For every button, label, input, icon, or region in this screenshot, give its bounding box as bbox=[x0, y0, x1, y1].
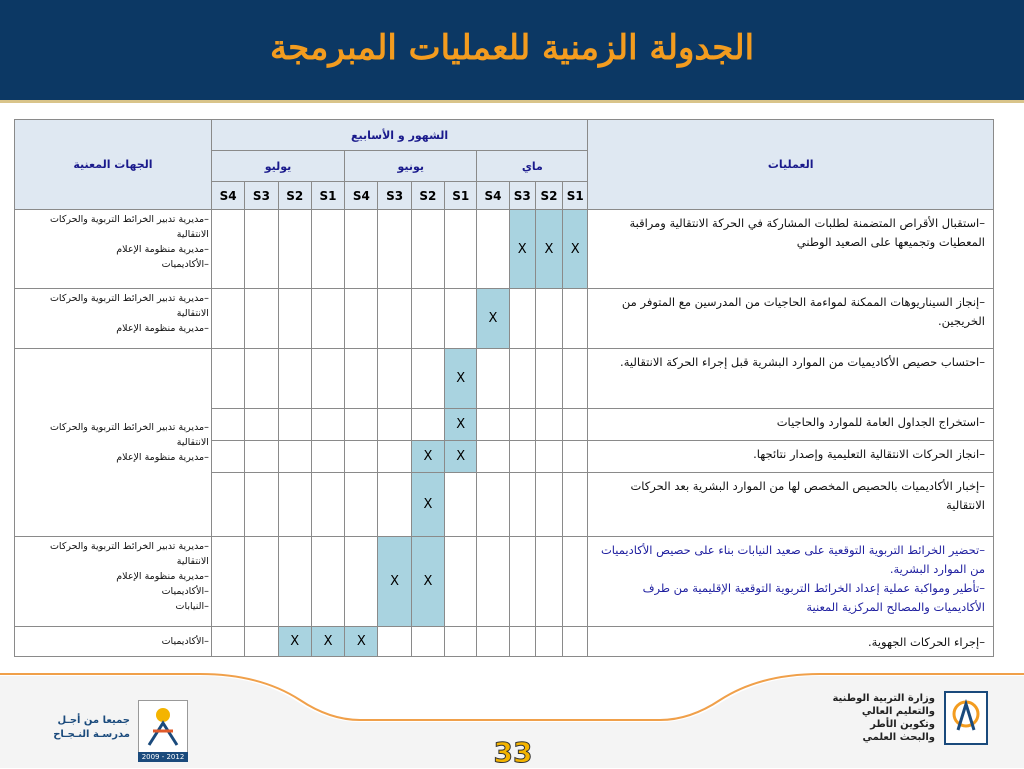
empty-cell bbox=[535, 627, 562, 657]
empty-cell bbox=[477, 409, 509, 441]
empty-cell bbox=[311, 473, 344, 537]
empty-cell bbox=[563, 289, 588, 349]
week-june-s4: S4 bbox=[345, 182, 378, 210]
empty-cell bbox=[278, 473, 311, 537]
operation-cell: –إخبار الأكاديميات بالحصيص المخصص لها من الموارد البشرية بعد الحركات الانتقالية bbox=[588, 473, 994, 537]
week-july-s2: S2 bbox=[278, 182, 311, 210]
schedule-mark: X bbox=[445, 349, 477, 409]
empty-cell bbox=[509, 441, 535, 473]
empty-cell bbox=[211, 473, 244, 537]
empty-cell bbox=[535, 473, 562, 537]
week-july-s3: S3 bbox=[245, 182, 278, 210]
entity-line: –مديرية تدبير الخرائط التربوية والحركات الانتقالية bbox=[49, 293, 209, 319]
empty-cell bbox=[378, 441, 411, 473]
logo-text-line: مدرسـة النـجـاح bbox=[53, 729, 130, 740]
schedule-mark: X bbox=[411, 537, 444, 627]
logo-text-line: والتعليم العالي bbox=[861, 706, 935, 717]
schedule-mark: X bbox=[311, 627, 344, 657]
empty-cell bbox=[378, 349, 411, 409]
empty-cell bbox=[245, 210, 278, 289]
empty-cell bbox=[311, 289, 344, 349]
entity-line: –مديرية منظومة الإعلام bbox=[116, 323, 209, 334]
schedule-mark: X bbox=[278, 627, 311, 657]
entities-cell bbox=[15, 537, 212, 627]
week-june-s1: S1 bbox=[445, 182, 477, 210]
schedule-mark: X bbox=[477, 289, 509, 349]
schedule-mark: X bbox=[411, 473, 444, 537]
operation-cell: –إجراء الحركات الجهوية. bbox=[588, 627, 994, 657]
empty-cell bbox=[278, 441, 311, 473]
empty-cell bbox=[509, 289, 535, 349]
month-may: ماي bbox=[477, 151, 588, 182]
empty-cell bbox=[211, 441, 244, 473]
schedule-mark: X bbox=[445, 409, 477, 441]
entity-line: –مديرية منظومة الإعلام bbox=[116, 571, 209, 582]
empty-cell bbox=[345, 289, 378, 349]
operation-line: –تأطير ومواكبة عملية إعداد الخرائط التربوية التوقعية الإقليمية من طرف الأكاديميات والمصالح المركزية المعنية bbox=[642, 581, 985, 614]
empty-cell bbox=[445, 210, 477, 289]
empty-cell bbox=[311, 537, 344, 627]
schedule-mark: X bbox=[563, 210, 588, 289]
empty-cell bbox=[211, 210, 244, 289]
empty-cell bbox=[411, 349, 444, 409]
empty-cell bbox=[378, 210, 411, 289]
empty-cell bbox=[278, 289, 311, 349]
entity-line: –مديرية منظومة الإعلام bbox=[116, 452, 209, 463]
empty-cell bbox=[445, 289, 477, 349]
empty-cell bbox=[563, 537, 588, 627]
logo-text-line: والبحث العلمي bbox=[862, 732, 935, 743]
table-row bbox=[15, 349, 994, 409]
empty-cell bbox=[411, 409, 444, 441]
empty-cell bbox=[245, 441, 278, 473]
ministry-logo bbox=[755, 690, 995, 750]
entity-line: –مديرية تدبير الخرائط التربوية والحركات الانتقالية bbox=[49, 214, 209, 240]
empty-cell bbox=[345, 473, 378, 537]
empty-cell bbox=[509, 349, 535, 409]
week-may-s1: S1 bbox=[563, 182, 588, 210]
empty-cell bbox=[477, 537, 509, 627]
schedule-mark: X bbox=[535, 210, 562, 289]
entities-cell bbox=[15, 210, 212, 289]
schedule-table bbox=[14, 119, 994, 657]
empty-cell bbox=[311, 349, 344, 409]
entity-line: –مديرية تدبير الخرائط التربوية والحركات الانتقالية bbox=[49, 422, 209, 448]
table-row bbox=[15, 210, 994, 289]
empty-cell bbox=[378, 289, 411, 349]
empty-cell bbox=[535, 441, 562, 473]
success-school-logo bbox=[30, 700, 190, 760]
ministry-logo-text bbox=[755, 692, 935, 744]
schedule-mark: X bbox=[509, 210, 535, 289]
empty-cell bbox=[535, 289, 562, 349]
empty-cell bbox=[278, 409, 311, 441]
empty-cell bbox=[245, 473, 278, 537]
entity-line: –الأكاديميات bbox=[161, 259, 209, 270]
operation-cell: –استخراج الجداول العامة للموارد والحاجيات bbox=[588, 409, 994, 441]
empty-cell bbox=[211, 349, 244, 409]
week-may-s4: S4 bbox=[477, 182, 509, 210]
empty-cell bbox=[477, 349, 509, 409]
schedule-mark: X bbox=[411, 441, 444, 473]
header-months-weeks: الشهور و الأسابيع bbox=[211, 120, 587, 151]
empty-cell bbox=[477, 441, 509, 473]
empty-cell bbox=[411, 627, 444, 657]
empty-cell bbox=[211, 627, 244, 657]
logo-years: 2009 - 2012 bbox=[138, 752, 188, 762]
schedule-mark: X bbox=[345, 627, 378, 657]
empty-cell bbox=[563, 349, 588, 409]
empty-cell bbox=[509, 473, 535, 537]
entity-line: –مديرية تدبير الخرائط التربوية والحركات الانتقالية bbox=[49, 541, 209, 567]
empty-cell bbox=[477, 627, 509, 657]
ministry-emblem-icon bbox=[943, 690, 989, 746]
empty-cell bbox=[245, 537, 278, 627]
empty-cell bbox=[509, 627, 535, 657]
entities-cell bbox=[15, 627, 212, 657]
operation-cell: –احتساب حصيص الأكاديميات من الموارد البشرية قبل إجراء الحركة الانتقالية. bbox=[588, 349, 994, 409]
header-operations: العمليات bbox=[588, 120, 994, 210]
empty-cell bbox=[477, 473, 509, 537]
table-row bbox=[15, 537, 994, 627]
operation-cell: –انجاز الحركات الانتقالية التعليمية وإصدار نتائجها. bbox=[588, 441, 994, 473]
empty-cell bbox=[535, 537, 562, 627]
empty-cell bbox=[535, 349, 562, 409]
empty-cell bbox=[411, 210, 444, 289]
empty-cell bbox=[378, 473, 411, 537]
schedule-mark: X bbox=[378, 537, 411, 627]
operation-cell: –إنجاز السيناريوهات الممكنة لمواءمة الحاجيات من المدرسين مع المتوفر من الخريجين. bbox=[588, 289, 994, 349]
success-school-emblem-icon bbox=[138, 700, 188, 754]
table-row bbox=[15, 289, 994, 349]
empty-cell bbox=[563, 441, 588, 473]
week-may-s3: S3 bbox=[509, 182, 535, 210]
title-bar-divider bbox=[0, 100, 1024, 103]
empty-cell bbox=[211, 537, 244, 627]
logo-text-line: وزارة التربية الوطنية bbox=[832, 693, 935, 704]
empty-cell bbox=[563, 627, 588, 657]
empty-cell bbox=[563, 473, 588, 537]
empty-cell bbox=[278, 210, 311, 289]
empty-cell bbox=[345, 537, 378, 627]
empty-cell bbox=[411, 289, 444, 349]
empty-cell bbox=[378, 627, 411, 657]
empty-cell bbox=[509, 409, 535, 441]
logo-text-line: وتكوين الأطر bbox=[870, 719, 935, 730]
week-may-s2: S2 bbox=[535, 182, 562, 210]
empty-cell bbox=[345, 409, 378, 441]
empty-cell bbox=[245, 627, 278, 657]
empty-cell bbox=[245, 349, 278, 409]
empty-cell bbox=[445, 537, 477, 627]
empty-cell bbox=[563, 409, 588, 441]
empty-cell bbox=[535, 409, 562, 441]
empty-cell bbox=[378, 409, 411, 441]
empty-cell bbox=[345, 210, 378, 289]
table-row bbox=[15, 627, 994, 657]
empty-cell bbox=[278, 537, 311, 627]
success-school-logo-text bbox=[30, 714, 130, 742]
empty-cell bbox=[345, 349, 378, 409]
empty-cell bbox=[311, 409, 344, 441]
empty-cell bbox=[509, 537, 535, 627]
week-july-s1: S1 bbox=[311, 182, 344, 210]
schedule-table-container bbox=[14, 119, 994, 657]
empty-cell bbox=[311, 210, 344, 289]
empty-cell bbox=[477, 210, 509, 289]
entity-line: –الأكاديميات bbox=[161, 636, 209, 647]
week-july-s4: S4 bbox=[211, 182, 244, 210]
empty-cell bbox=[245, 409, 278, 441]
empty-cell bbox=[311, 441, 344, 473]
operation-line: –تحضير الخرائط التربوية التوقعية على صعيد النيابات بناء على حصيص الأكاديميات من الموارد البشرية. bbox=[600, 543, 985, 576]
operation-cell: –استقبال الأقراص المتضمنة لطلبات المشاركة في الحركة الانتقالية ومراقبة المعطيات وتجميعها على الصعيد الوطني bbox=[588, 210, 994, 289]
entity-line: –النيابات bbox=[175, 601, 209, 612]
operation-cell bbox=[588, 537, 994, 627]
empty-cell bbox=[211, 409, 244, 441]
empty-cell bbox=[345, 441, 378, 473]
month-june: يونيو bbox=[345, 151, 477, 182]
entities-cell bbox=[15, 289, 212, 349]
slide-title: الجدولة الزمنية للعمليات المبرمجة bbox=[269, 28, 755, 68]
entities-cell bbox=[15, 349, 212, 537]
logo-text-line: جميعا من أجـل bbox=[57, 715, 130, 726]
entity-line: –الأكاديميات bbox=[161, 586, 209, 597]
empty-cell bbox=[245, 289, 278, 349]
week-june-s2: S2 bbox=[411, 182, 444, 210]
empty-cell bbox=[211, 289, 244, 349]
page-number: 33 bbox=[493, 736, 533, 769]
empty-cell bbox=[445, 627, 477, 657]
schedule-mark: X bbox=[445, 441, 477, 473]
week-june-s3: S3 bbox=[378, 182, 411, 210]
empty-cell bbox=[445, 473, 477, 537]
entity-line: –مديرية منظومة الإعلام bbox=[116, 244, 209, 255]
header-entities: الجهات المعنية bbox=[15, 120, 212, 210]
month-july: يوليو bbox=[211, 151, 344, 182]
empty-cell bbox=[278, 349, 311, 409]
